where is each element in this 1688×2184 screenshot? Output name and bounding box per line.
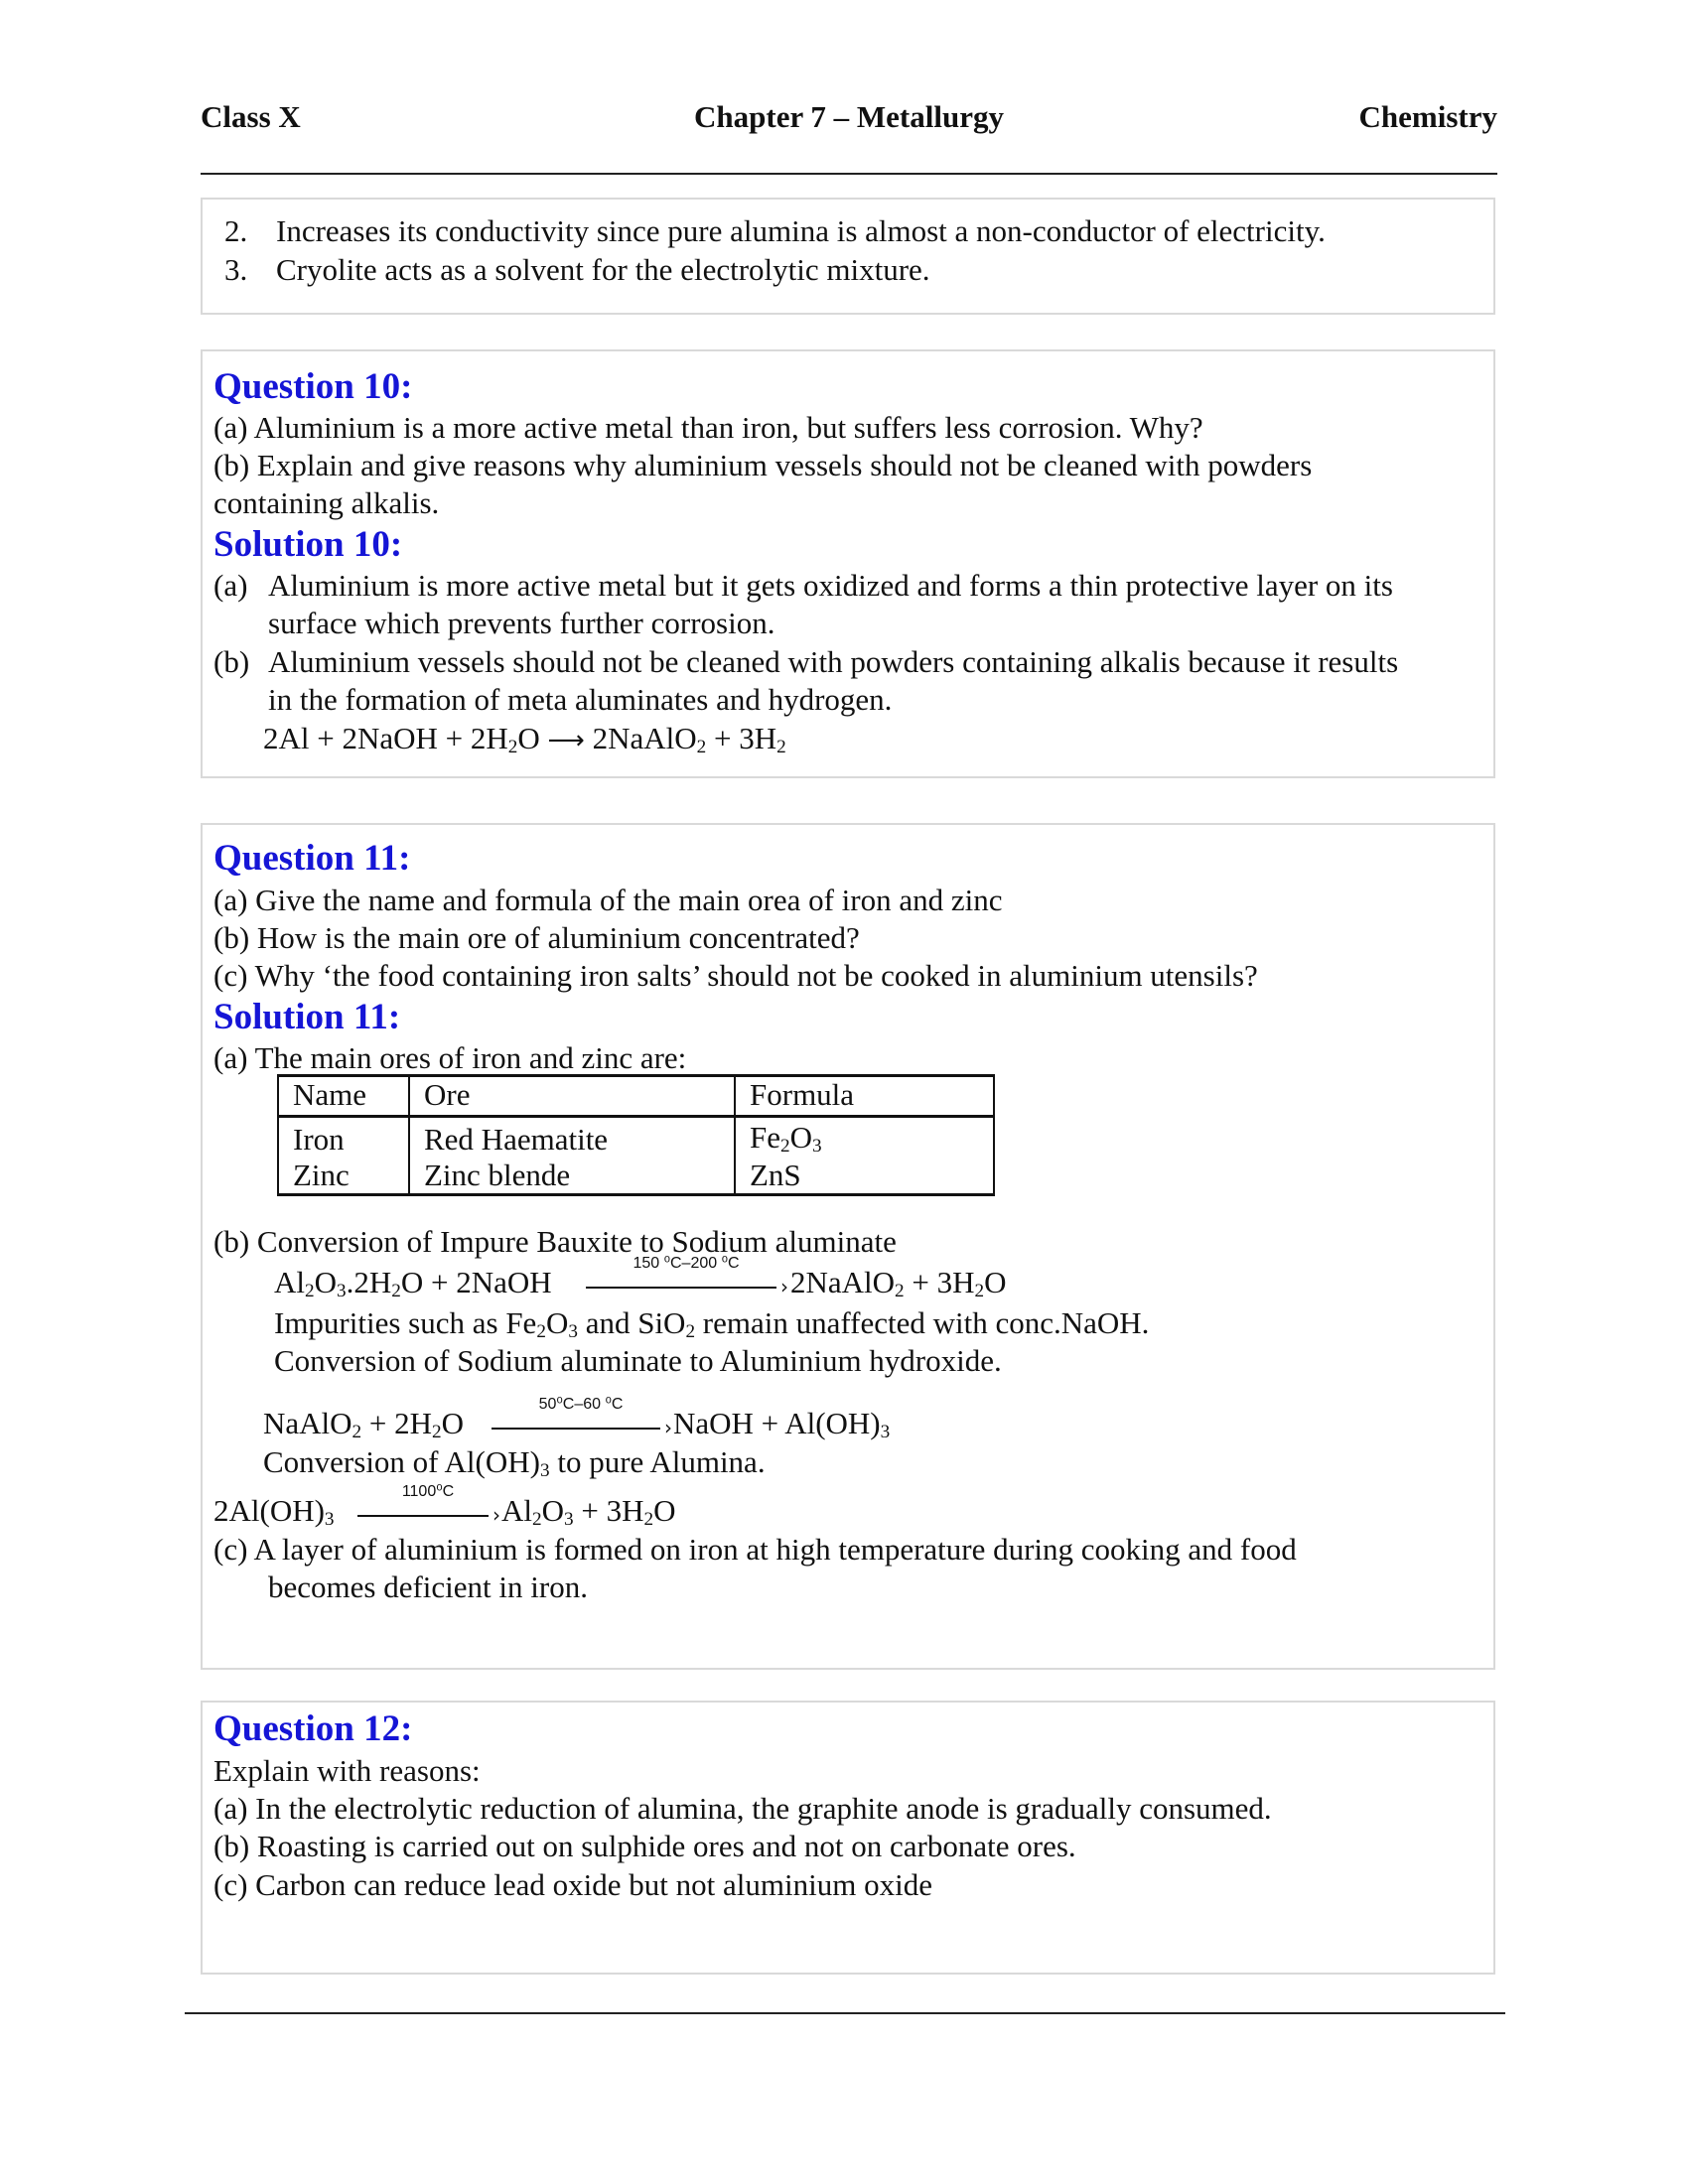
table-row	[278, 1158, 994, 1195]
eq1-condition: 150 ⁰C–200 ⁰C	[633, 1255, 740, 1272]
table-row	[278, 1117, 994, 1159]
header-subject: Chemistry	[1358, 99, 1497, 134]
impurities-note: Impurities such as $Fe_2O_3$ and SiO$_2$ remain unaffected with conc.NaOH.	[274, 1305, 1150, 1343]
page-header	[201, 99, 1497, 143]
footer-rule	[185, 2012, 1505, 2014]
list-number-3: 3.	[224, 252, 248, 287]
q12-intro: Explain with reasons:	[213, 1753, 481, 1788]
header-class: Class X	[201, 99, 301, 134]
eq3-condition: 1100⁰C	[401, 1483, 455, 1500]
solution-10-title: Solution 10:	[213, 524, 403, 565]
q10-part-b-line2: containing alkalis.	[213, 485, 440, 520]
q11-part-b: (b) How is the main ore of aluminium concentrated?	[213, 920, 860, 955]
q11-part-a: (a) Give the name and formula of the main orea of iron and zinc	[213, 883, 1003, 917]
q10-part-b-line1: (b) Explain and give reasons why aluminium vessels should not be cleaned with powders	[213, 448, 1313, 482]
conversion-2-heading: Conversion of Sodium aluminate to Aluminium hydroxide.	[274, 1343, 1002, 1378]
s11-part-c-line1: (c) A layer of aluminium is formed on iron at high temperature during cooking and food	[213, 1532, 1297, 1567]
eq3-arrow: 1100⁰C ›	[357, 1499, 498, 1523]
s11-part-a: (a) The main ores of iron and zinc are:	[213, 1040, 687, 1075]
list-number-2: 2.	[224, 213, 248, 248]
q10-part-a: (a) Aluminium is a more active metal than iron, but suffers less corrosion. Why?	[213, 410, 1203, 445]
s10-b-line1: Aluminium vessels should not be cleaned with powders containing alkalis because it results	[268, 644, 1399, 679]
q12-part-b: (b) Roasting is carried out on sulphide ores and not on carbonate ores.	[213, 1829, 1076, 1863]
table-cell: Zinc blende	[409, 1158, 735, 1195]
table-cell: Zinc	[278, 1158, 409, 1195]
table-header-row	[278, 1076, 994, 1117]
eq3-reactants: $2Al(OH)_3$	[213, 1493, 335, 1531]
eq1-reactants: $Al_2O_3.2H_2O$ + 2NaOH	[274, 1265, 552, 1302]
s10-a-line2: surface which prevents further corrosion.	[268, 606, 775, 640]
conversion-3-heading: Conversion of $Al(OH)_3$ to pure Alumina.	[263, 1444, 766, 1482]
question-11-title: Question 11:	[213, 838, 411, 879]
s10-a-line1: Aluminium is more active metal but it gets oxidized and forms a thin protective layer on its	[268, 568, 1393, 603]
s10-a-label: (a)	[213, 568, 248, 603]
s11-part-c-line2: becomes deficient in iron.	[268, 1570, 588, 1604]
table-cell: ZnS	[735, 1158, 994, 1195]
question-12-title: Question 12:	[213, 1708, 413, 1749]
s10-equation: 2Al + 2NaOH + $2H_2O$ ⟶ 2NaAlO$_2$ + $3H_2$	[263, 721, 786, 758]
s11-part-b: (b) Conversion of Impure Bauxite to Sodium aluminate	[213, 1224, 897, 1259]
eq2-products: NaOH + $Al(OH)_3$	[673, 1406, 891, 1443]
s10-b-label: (b)	[213, 644, 250, 679]
eq1-products: 2NaAlO$_2$ + $3H_2O$	[790, 1265, 1007, 1302]
table-cell: Red Haematite	[409, 1117, 735, 1159]
s10-b-line2: in the formation of meta aluminates and hydrogen.	[268, 682, 893, 717]
eq1-arrow: 150 ⁰C–200 ⁰C ›	[586, 1271, 786, 1295]
table-header-cell: Name	[278, 1076, 409, 1117]
table-header-cell: Formula	[735, 1076, 994, 1117]
eq2-reactants: NaAlO$_2$ + $2H_2O$	[263, 1406, 465, 1443]
table-header-cell: Ore	[409, 1076, 735, 1117]
ores-table	[277, 1074, 995, 1196]
q11-part-c: (c) Why ‘the food containing iron salts’ should not be cooked in aluminium utensils?	[213, 958, 1258, 993]
table-cell-formula: $Fe_2O_3$	[735, 1117, 994, 1159]
list-item-3: Cryolite acts as a solvent for the electrolytic mixture.	[276, 252, 930, 287]
q12-part-c: (c) Carbon can reduce lead oxide but not aluminium oxide	[213, 1867, 932, 1902]
q12-part-a: (a) In the electrolytic reduction of alumina, the graphite anode is gradually consumed.	[213, 1791, 1272, 1826]
table-cell: Iron	[278, 1117, 409, 1159]
eq3-products: $Al_2O_3 + 3H_2O$	[501, 1493, 676, 1531]
eq2-condition: 50⁰C–60 ⁰C	[538, 1396, 624, 1413]
list-item-2: Increases its conductivity since pure alumina is almost a non-conductor of electricity.	[276, 213, 1326, 248]
header-rule	[201, 173, 1497, 175]
question-10-title: Question 10:	[213, 366, 413, 407]
eq2-arrow: 50⁰C–60 ⁰C ›	[492, 1412, 670, 1435]
solution-11-title: Solution 11:	[213, 997, 401, 1037]
header-chapter: Chapter 7 – Metallurgy	[694, 99, 1004, 134]
